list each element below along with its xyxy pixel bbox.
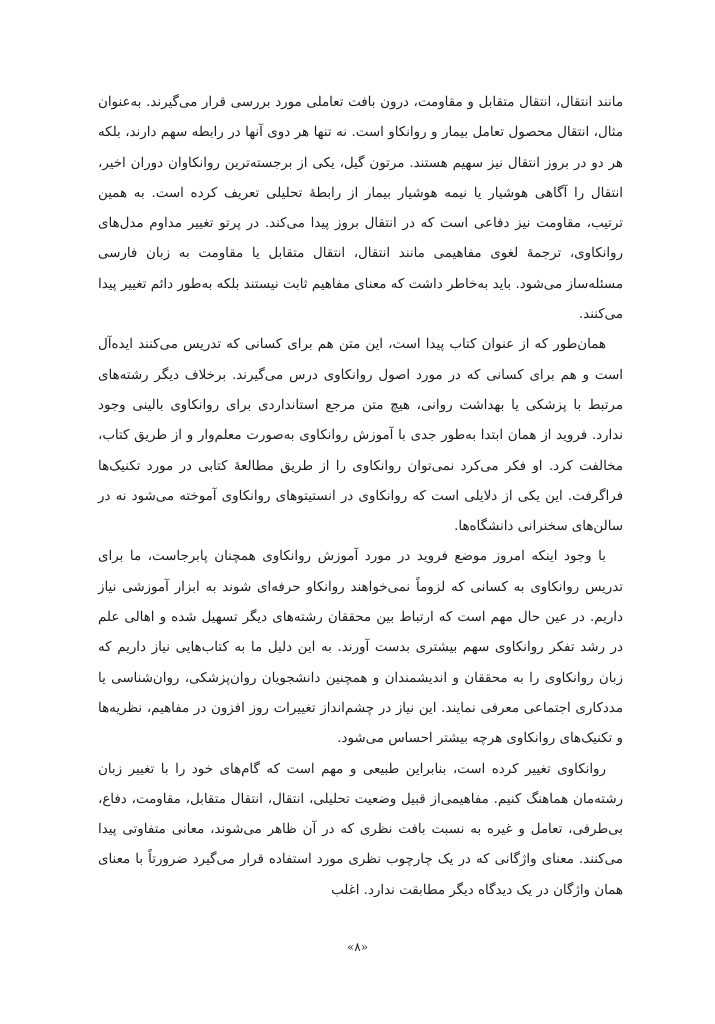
paragraph-2: همان‌طور که از عنوان کتاب پیدا است، این متن هم برای کسانی که تدریس می‌کنند ایده‌آل است و هم برای کسانی که در مورد اصول روانکاوی درس می‌گیرند. برخلاف دیگر رشته‌های مرتبط با پزشکی یا بهداشت روانی، هیچ متن مرجع استانداردی برای روانکاوی بالینی وجود ندارد. فروید از همان ابتدا به‌طور جدی با آموزش روانکاوی به‌صورت معلم‌وار و از طریق کتاب، مخالفت کرد. او فکر می‌کرد نمی‌توان روانکاوی را از طریق مطالعهٔ کتابی در مورد تکنیک‌ها فراگرفت. این یکی از دلایلی است که روانکاوی در انستیتوهای روانکاوی آموخته می‌شود نه در سالن‌های سخنرانی دانشگاه‌ها. <box>98 337 623 535</box>
paragraph-3: با وجود اینکه امروز موضع فروید در مورد آموزش روانکاوی همچنان پابرجاست، ما برای تدریس روانکاوی به کسانی که لزوماً نمی‌خواهند روانکاو حرفه‌ای شوند به ابزار آموزشی نیاز داریم. در عین حال مهم است که ارتباط بین محققان رشته‌های دیگر تسهیل شده و اهالی علم در رشد تفکر روانکاوی سهم بیشتری بدست آورند. به این دلیل ما به کتاب‌هایی نیاز داریم که زبان روانکاوی را به محققان و اندیشمندان و همچنین دانشجویان روان‌پزشکی، روان‌شناسی یا مددکاری اجتماعی معرفی نمایند. این نیاز در چشم‌انداز تغییرات روز افزون در مفاهیم، نظریه‌ها و تکنیک‌های روانکاوی هرچه بیشتر احساس می‌شود. <box>98 549 623 747</box>
paragraph-4: روانکاوی تغییر کرده است، بنابراین طبیعی و مهم است که گام‌های خود را با تغییر زبان رشته‌مان هماهنگ کنیم. مفاهیمی‌از قبیل وضعیت تحلیلی، انتقال، انتقال متقابل، مقاومت، دفاع، بی‌طرفی، تعامل و غیره به نسبت بافت نظری که در آن ظاهر می‌شوند، معانی متفاوتی پیدا می‌کنند. معنای واژگانی که در یک چارچوب نظری مورد استفاده قرار می‌گیرد ضرورتاً با معنای همان واژگان در یک دیدگاه دیگر مطابقت ندارد. اغلب <box>98 761 623 898</box>
paragraph-1: مانند انتقال، انتقال متقابل و مقاومت، درون بافت تعاملی مورد بررسی قرار می‌گیرند. به‌عنوان مثال، انتقال محصول تعامل بیمار و روانکاو است. نه تنها هر دوی آنها در رابطه سهم دارند، بلکه هر دو در بروز انتقال نیز سهیم هستند. مرتون گیل، یکی از برجسته‌ترین روانکاوان دوران اخیر، انتقال را آگاهی هوشیار یا نیمه هوشیار بیمار از رابطهٔ تحلیلی تعریف کرده است. به همین ترتیب، مقاومت نیز دفاعی است که در انتقال بروز پیدا می‌کند. در پرتو تغییر مداوم مدل‌های روانکاوی، ترجمهٔ لغوی مفاهیمی مانند انتقال، انتقال متقابل یا مقاومت به زبان فارسی مسئله‌ساز می‌شود. باید به‌خاطر داشت که معنای مفاهیم ثابت نیستند بلکه به‌طور دائم تغییر پیدا می‌کنند. <box>98 95 623 323</box>
page-number: «۸» <box>346 940 369 954</box>
body-text <box>98 88 623 906</box>
